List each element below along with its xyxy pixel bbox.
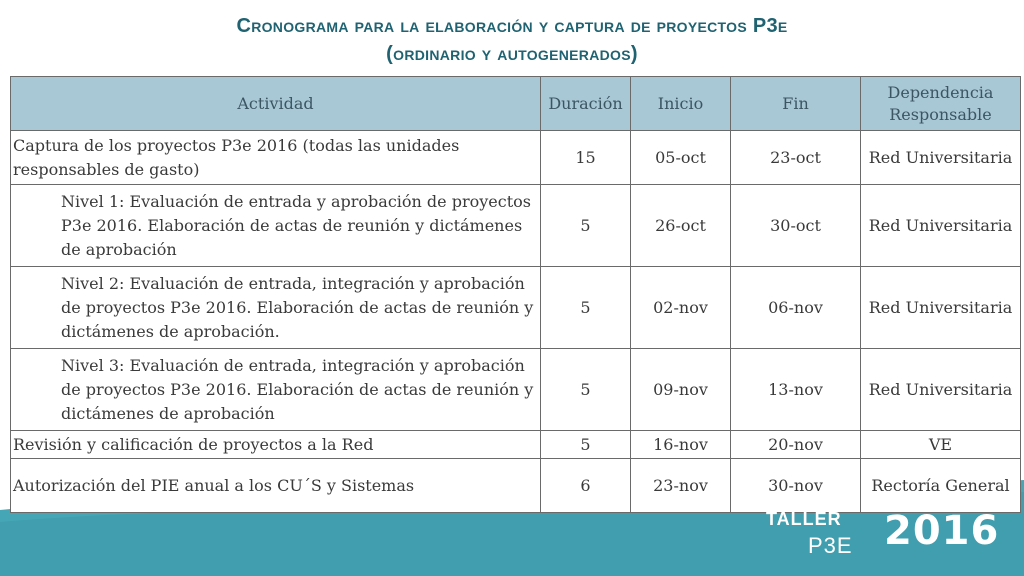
table-row bbox=[11, 267, 1021, 349]
logo-taller-text: TALLER bbox=[766, 509, 842, 529]
cell-dependencia: Red Universitaria bbox=[861, 267, 1021, 349]
cell-duracion: 6 bbox=[541, 459, 631, 513]
page-title bbox=[0, 12, 1024, 68]
cell-actividad: Captura de los proyectos P3e 2016 (todas las unidades responsables de gasto) bbox=[11, 131, 541, 185]
schedule-table bbox=[10, 76, 1021, 513]
header-dependencia: Dependencia Responsable bbox=[861, 77, 1021, 131]
cell-inicio: 26-oct bbox=[631, 185, 731, 267]
cell-inicio: 09-nov bbox=[631, 349, 731, 431]
logo-p3e-text: P3E bbox=[808, 533, 853, 558]
header-actividad: Actividad bbox=[11, 77, 541, 131]
header-duracion: Duración bbox=[541, 77, 631, 131]
title-line-2: (ordinario y autogenerados) bbox=[386, 43, 638, 65]
logo-year-text: 2016 bbox=[884, 508, 1000, 554]
cell-duracion: 5 bbox=[541, 185, 631, 267]
cell-inicio: 02-nov bbox=[631, 267, 731, 349]
cell-fin: 13-nov bbox=[731, 349, 861, 431]
cell-dependencia: VE bbox=[861, 431, 1021, 459]
cell-fin: 23-oct bbox=[731, 131, 861, 185]
cell-duracion: 5 bbox=[541, 431, 631, 459]
cell-inicio: 23-nov bbox=[631, 459, 731, 513]
cell-dependencia: Rectoría General bbox=[861, 459, 1021, 513]
cell-inicio: 05-oct bbox=[631, 131, 731, 185]
cell-duracion: 5 bbox=[541, 349, 631, 431]
cell-fin: 30-oct bbox=[731, 185, 861, 267]
table-row bbox=[11, 185, 1021, 267]
table-row bbox=[11, 459, 1021, 513]
table-row bbox=[11, 431, 1021, 459]
table-row bbox=[11, 349, 1021, 431]
cell-dependencia: Red Universitaria bbox=[861, 349, 1021, 431]
cell-fin: 06-nov bbox=[731, 267, 861, 349]
header-fin: Fin bbox=[731, 77, 861, 131]
cell-actividad: Nivel 2: Evaluación de entrada, integración y aprobación de proyectos P3e 2016. Elaboración de actas de reunión y dictámenes de aprobación. bbox=[11, 267, 541, 349]
cell-duracion: 5 bbox=[541, 267, 631, 349]
table-header-row bbox=[11, 77, 1021, 131]
cell-actividad: Revisión y calificación de proyectos a la Red bbox=[11, 431, 541, 459]
title-line-1: Cronograma para la elaboración y captura de proyectos P3e bbox=[236, 15, 788, 37]
cell-fin: 20-nov bbox=[731, 431, 861, 459]
cell-fin: 30-nov bbox=[731, 459, 861, 513]
cell-dependencia: Red Universitaria bbox=[861, 131, 1021, 185]
table-row bbox=[11, 131, 1021, 185]
cell-actividad: Autorización del PIE anual a los CU´S y Sistemas bbox=[11, 459, 541, 513]
cell-duracion: 15 bbox=[541, 131, 631, 185]
header-inicio: Inicio bbox=[631, 77, 731, 131]
cell-dependencia: Red Universitaria bbox=[861, 185, 1021, 267]
cell-actividad: Nivel 1: Evaluación de entrada y aprobación de proyectos P3e 2016. Elaboración de actas de reunión y dictámenes de aprobación bbox=[11, 185, 541, 267]
cell-inicio: 16-nov bbox=[631, 431, 731, 459]
cell-actividad: Nivel 3: Evaluación de entrada, integración y aprobación de proyectos P3e 2016. Elaboración de actas de reunión y dictámenes de aprobación bbox=[11, 349, 541, 431]
